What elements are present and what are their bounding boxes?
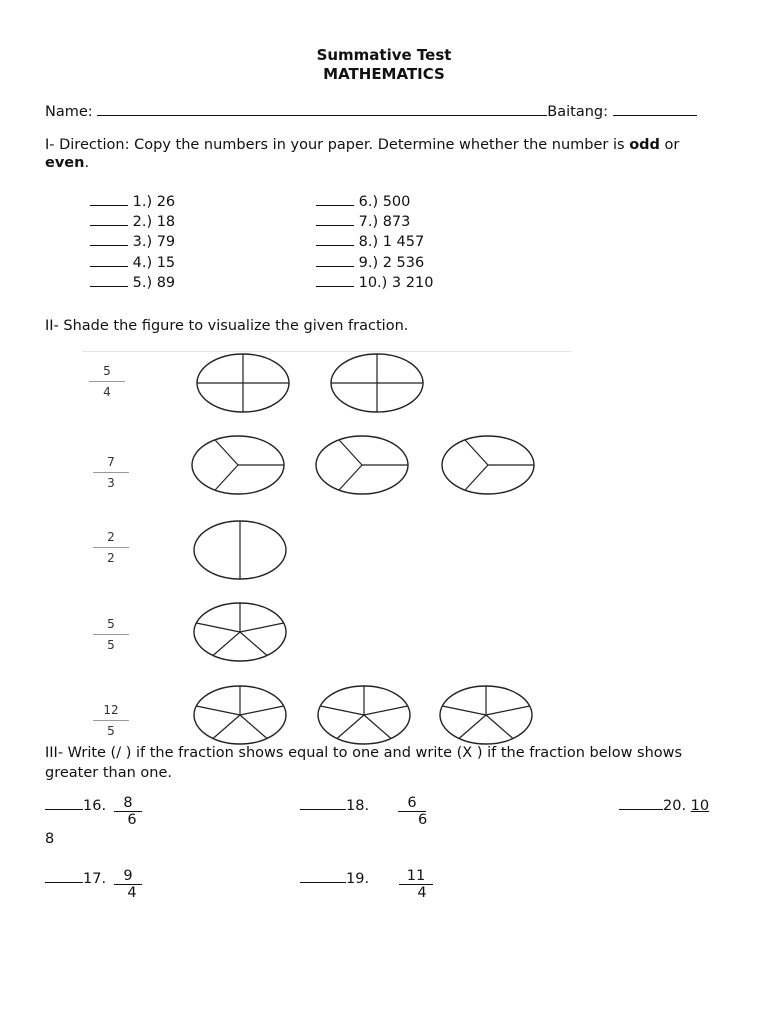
fraction-denominator: 5 (107, 638, 115, 652)
item-text: 10.) 3 210 (358, 274, 434, 291)
question-20 (619, 795, 709, 814)
question-number: 19. (346, 871, 370, 887)
item-text: 3.) 79 (132, 234, 176, 251)
section3-instruction-line1: III- Write (/ ) if the fraction shows equal to one and write (X ) if the fraction below shows (45, 745, 683, 761)
fraction-numerator: 5 (107, 617, 115, 631)
fraction-denominator: 4 (417, 885, 427, 901)
fraction-circle[interactable] (316, 436, 408, 494)
item-text: 9.) 2 536 (358, 254, 425, 271)
fraction-numerator: 6 (398, 795, 426, 812)
fraction-circle[interactable] (318, 686, 410, 744)
fraction-denominator: 4 (127, 885, 137, 901)
fraction-denominator: 2 (107, 551, 115, 565)
answer-blank[interactable] (45, 868, 83, 883)
fraction-denominator: 6 (418, 812, 428, 828)
fraction-denominator: 3 (107, 476, 115, 490)
fraction-circle[interactable] (194, 686, 286, 744)
fraction-numerator: 2 (107, 530, 115, 544)
fraction-numerator: 7 (107, 455, 115, 469)
direction-text: I- Direction: Copy the numbers in your paper. Determine whether the number is (45, 137, 630, 153)
subject-title: MATHEMATICS (323, 65, 445, 83)
question-fraction (399, 868, 433, 901)
fraction-circle[interactable] (192, 436, 284, 494)
item-text: 1.) 26 (132, 194, 176, 210)
answer-blank[interactable] (300, 795, 346, 810)
fraction-denominator: 8 (45, 831, 55, 847)
section3-instruction-line2: greater than one. (45, 765, 172, 781)
item-text: 6.) 500 (358, 194, 411, 210)
word-even: even (45, 155, 85, 171)
fraction-circle[interactable] (331, 354, 423, 412)
question-fraction (114, 868, 142, 901)
question-number: 17. (83, 871, 107, 887)
answer-blank[interactable] (300, 868, 346, 883)
fraction-numerator: 12 (103, 703, 119, 717)
question-16 (45, 795, 106, 814)
item-text: 2.) 18 (132, 214, 176, 231)
question-17 (45, 868, 106, 887)
answer-blank[interactable] (45, 795, 83, 810)
answer-blank[interactable] (619, 795, 663, 810)
fraction-circle[interactable] (440, 686, 532, 744)
test-title: Summative Test (316, 46, 452, 64)
word-or: or (659, 137, 680, 153)
fraction-numerator: 11 (399, 868, 433, 885)
fraction-circle[interactable] (442, 436, 534, 494)
fraction-circle[interactable] (197, 354, 289, 412)
fraction-circle[interactable] (194, 521, 286, 579)
question-number: 18. (346, 798, 370, 814)
fraction-numerator: 9 (114, 868, 142, 885)
word-odd: odd (629, 137, 660, 153)
question-fraction (398, 795, 426, 828)
fraction-denominator: 6 (127, 812, 137, 828)
fraction-numerator: 8 (114, 795, 142, 812)
period: . (84, 155, 90, 171)
section2-instruction: II- Shade the figure to visualize the given fraction. (45, 318, 409, 334)
question-number: 20. (663, 798, 687, 814)
question-18 (300, 795, 369, 814)
question-fraction (114, 795, 142, 828)
fraction-circle[interactable] (194, 603, 286, 661)
item-text: 8.) 1 457 (358, 234, 425, 251)
fraction-denominator: 5 (107, 724, 115, 738)
question-number: 16. (83, 798, 107, 814)
item-text: 7.) 873 (358, 214, 411, 231)
item-text: 4.) 15 (132, 254, 176, 271)
fraction-numerator: 5 (103, 364, 111, 378)
fraction-numerator: 10 (690, 798, 710, 814)
name-label: Name: (45, 104, 93, 120)
question-19 (300, 868, 369, 887)
fraction-denominator: 4 (103, 385, 111, 399)
baitang-label: Baitang: (547, 104, 608, 120)
item-text: 5.) 89 (132, 274, 176, 291)
